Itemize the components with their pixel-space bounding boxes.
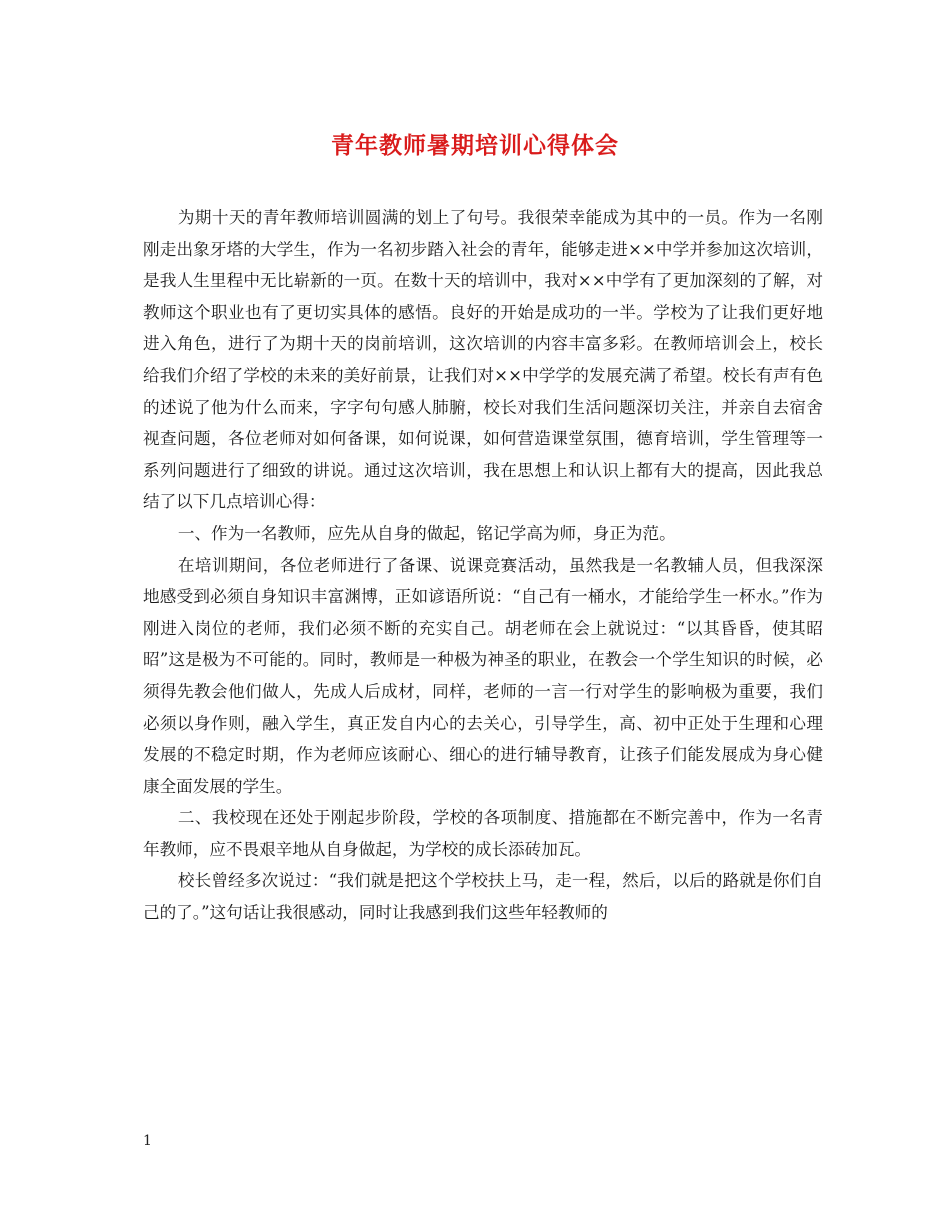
paragraph: 二、我校现在还处于刚起步阶段，学校的各项制度、措施都在不断完善中，作为一名青年教师，应不畏艰辛地从自身做起，为学校的成长添砖加瓦。: [143, 808, 823, 859]
paragraph: 在培训期间，各位老师进行了备课、说课竞赛活动，虽然我是一名教辅人员，但我深深地感受到必须自身知识丰富渊博，正如谚语所说：“自己有一桶水，才能给学生一杯水。”作为刚进入岗位的老师，我们必须不断的充实自己。胡老师在会上就说过：“以其昏昏，使其昭昭”这是极为不可能的。同时，教师是一种极为神圣的职业，在教会一个学生知识的时候，必须得先教会他们做人，先成人后成材，同样，老师的一言一行对学生的影响极为重要，我们必须以身作则，融入学生，真正发自内心的去关心，引导学生，高、初中正处于生理和心理发展的不稳定时期，作为老师应该耐心、细心的进行辅导教育，让孩子们能发展成为身心健康全面发展的学生。: [143, 555, 823, 796]
paragraph: 校长曾经多次说过：“我们就是把这个学校扶上马，走一程，然后，以后的路就是你们自己的了。”这句话让我很感动，同时让我感到我们这些年轻教师的: [143, 871, 823, 923]
paragraph: 一、作为一名教师，应先从自身的做起，铭记学高为师，身正为范。: [177, 523, 676, 543]
document-title: 青年教师暑期培训心得体会: [331, 132, 619, 159]
page-number: 1: [143, 1133, 152, 1149]
document-body: [143, 202, 823, 929]
paragraph: 为期十天的青年教师培训圆满的划上了句号。我很荣幸能成为其中的一员。作为一名刚刚走出象牙塔的大学生，作为一名初步踏入社会的青年，能够走进××中学并参加这次培训，是我人生里程中无比崭新的一页。在数十天的培训中，我对××中学有了更加深刻的了解，对教师这个职业也有了更切实具体的感悟。良好的开始是成功的一半。学校为了让我们更好地进入角色，进行了为期十天的岗前培训，这次培训的内容丰富多彩。在教师培训会上，校长给我们介绍了学校的未来的美好前景，让我们对××中学学的发展充满了希望。校长有声有色的述说了他为什么而来，字字句句感人肺腑，校长对我们生活问题深切关注，并亲自去宿舍视查问题，各位老师对如何备课，如何说课，如何营造课堂氛围，德育培训，学生管理等一系列问题进行了细致的讲说。通过这次培训，我在思想上和认识上都有大的提高，因此我总结了以下几点培训心得：: [143, 208, 823, 512]
